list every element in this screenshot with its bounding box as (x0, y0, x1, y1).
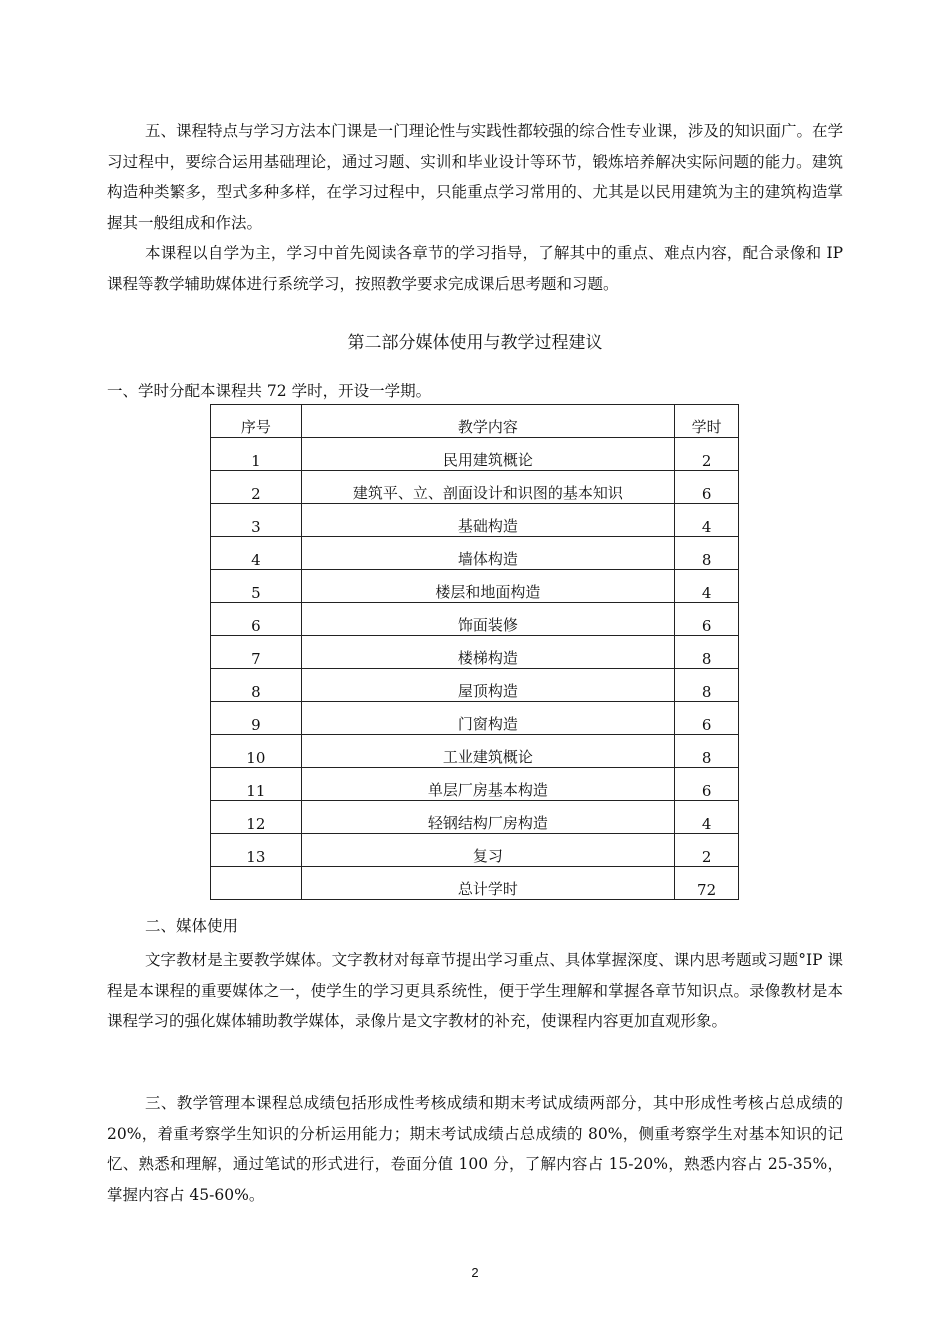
cell-content: 屋顶构造 (301, 669, 675, 702)
cell-hours: 2 (675, 438, 739, 471)
table-row (211, 537, 739, 570)
section5-paragraph-2: 本课程以自学为主，学习中首先阅读各章节的学习指导，了解其中的重点、难点内容，配合录像和 IP 课程等教学辅助媒体进行系统学习，按照教学要求完成课后思考题和习题。 (107, 244, 843, 293)
cell-content: 总计学时 (301, 867, 675, 900)
cell-no: 5 (211, 570, 302, 603)
cell-content: 饰面装修 (301, 603, 675, 636)
cell-hours: 72 (675, 867, 739, 900)
cell-hours: 8 (675, 636, 739, 669)
cell-no (211, 867, 302, 900)
cell-no: 6 (211, 603, 302, 636)
table-row (211, 636, 739, 669)
cell-no: 13 (211, 834, 302, 867)
cell-no: 8 (211, 669, 302, 702)
table-row (211, 504, 739, 537)
cell-content: 建筑平、立、剖面设计和识图的基本知识 (301, 471, 675, 504)
hours-table (210, 404, 739, 900)
cell-content: 楼层和地面构造 (301, 570, 675, 603)
cell-no: 11 (211, 768, 302, 801)
cell-hours: 8 (675, 735, 739, 768)
cell-content: 基础构造 (301, 504, 675, 537)
table-row (211, 834, 739, 867)
table-row (211, 867, 739, 900)
cell-no: 7 (211, 636, 302, 669)
cell-content: 门窗构造 (301, 702, 675, 735)
media-paragraph: 文字教材是主要教学媒体。文字教材对每章节提出学习重点、具体掌握深度、课内思考题或习题°IP 课程是本课程的重要媒体之一，使学生的学习更具系统性，便于学生理解和掌握各章节知识点。录像教材是本课程学习的强化媒体辅助教学媒体，录像片是文字教材的补充，使课程内容更加直观形象。 (107, 951, 843, 1030)
table-row (211, 603, 739, 636)
table-row (211, 570, 739, 603)
cell-no: 3 (211, 504, 302, 537)
part2-title: 第二部分媒体使用与教学过程建议 (347, 333, 603, 353)
cell-hours: 8 (675, 669, 739, 702)
cell-hours: 2 (675, 834, 739, 867)
cell-content: 墙体构造 (301, 537, 675, 570)
hours-intro: 一、学时分配本课程共 72 学时，开设一学期。 (107, 382, 432, 400)
cell-hours: 6 (675, 702, 739, 735)
cell-hours: 4 (675, 570, 739, 603)
table-row (211, 438, 739, 471)
cell-no: 2 (211, 471, 302, 504)
table-row (211, 471, 739, 504)
cell-no: 4 (211, 537, 302, 570)
section5-paragraph-1: 五、课程特点与学习方法本门课是一门理论性与实践性都较强的综合性专业课，涉及的知识面广。在学习过程中，要综合运用基础理论，通过习题、实训和毕业设计等环节，锻炼培养解决实际问题的能力。建筑构造种类繁多，型式多种多样，在学习过程中，只能重点学习常用的、尤其是以民用建筑为主的建筑构造掌握其一般组成和作法。 (107, 122, 843, 232)
cell-hours: 4 (675, 801, 739, 834)
cell-hours: 6 (675, 768, 739, 801)
cell-no: 10 (211, 735, 302, 768)
cell-no: 1 (211, 438, 302, 471)
table-row (211, 768, 739, 801)
media-heading: 二、媒体使用 (145, 917, 239, 935)
cell-content: 轻钢结构厂房构造 (301, 801, 675, 834)
cell-content: 工业建筑概论 (301, 735, 675, 768)
cell-content: 民用建筑概论 (301, 438, 675, 471)
cell-content: 楼梯构造 (301, 636, 675, 669)
table-row (211, 735, 739, 768)
cell-hours: 8 (675, 537, 739, 570)
cell-no: 9 (211, 702, 302, 735)
header-content: 教学内容 (301, 405, 675, 438)
header-hours: 学时 (675, 405, 739, 438)
table-row (211, 801, 739, 834)
hours-table-body (211, 405, 739, 900)
table-header-row (211, 405, 739, 438)
management-paragraph: 三、教学管理本课程总成绩包括形成性考核成绩和期末考试成绩两部分，其中形成性考核占总成绩的 20%，着重考察学生知识的分析运用能力；期末考试成绩占总成绩的 80%，侧重考察学生对基本知识的记忆、熟悉和理解，通过笔试的形式进行，卷面分值 100 分，了解内容占 15-20%，熟悉内容占 25-35%，掌握内容占 45-60%。 (107, 1094, 843, 1204)
cell-hours: 4 (675, 504, 739, 537)
header-no: 序号 (211, 405, 302, 438)
table-row (211, 669, 739, 702)
cell-content: 单层厂房基本构造 (301, 768, 675, 801)
cell-hours: 6 (675, 471, 739, 504)
table-row (211, 702, 739, 735)
cell-content: 复习 (301, 834, 675, 867)
page-number: 2 (471, 1265, 479, 1280)
cell-hours: 6 (675, 603, 739, 636)
cell-no: 12 (211, 801, 302, 834)
